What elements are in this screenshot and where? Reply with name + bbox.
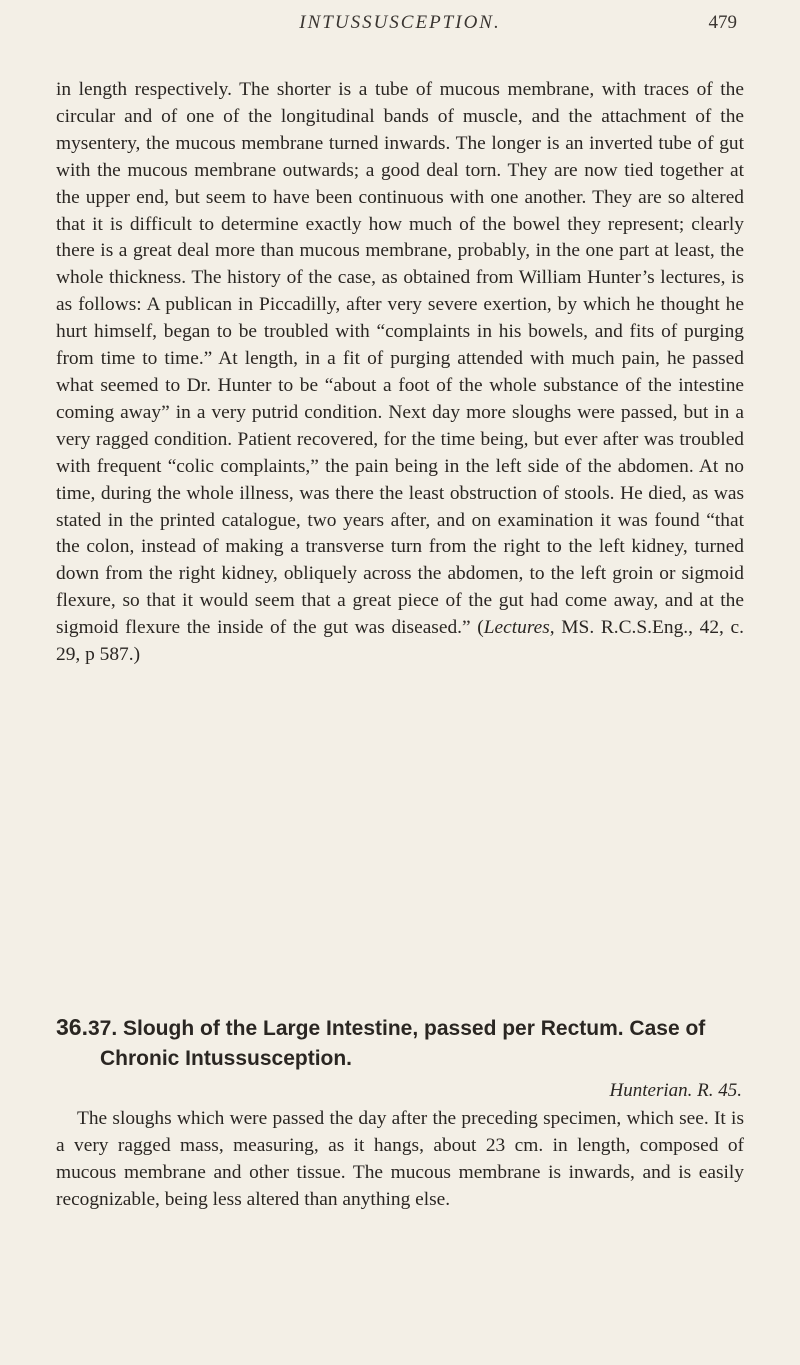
entry-reference bbox=[56, 1077, 746, 1105]
specimen-entry bbox=[56, 1012, 746, 1213]
entry-description: The sloughs which were passed the day after the preceding specimen, which see. It is a very ragged mass, measuring, as it hangs, about 23 cm. in length, composed of mucous membrane and other tissue. The mucous membrane is inwards, and is easily recognizable, being less altered than anything else. bbox=[56, 1108, 744, 1210]
collection-name: Hunterian. bbox=[609, 1080, 693, 1101]
reference-code: R. 45. bbox=[697, 1080, 742, 1101]
paragraph-text: in length respectively. The shorter is a tube of mucous membrane, with traces of the circular and of one of the longitudinal bands of muscle, and the attachment of the mysentery, the mucous membrane turned inwards. The longer is an inverted tube of gut with the mucous membrane outwards; a good deal torn. They are now tied together at the upper end, but seem to have been continuous with one another. They are so altered that it is difficult to determine exactly how much of the bowel they represent; clearly there is a great deal more than mucous membrane, probably, in the one part at least, the whole thickness. The history of the case, as obtained from William Hunter’s lectures, is as follows: A publican in Piccadilly, after very severe exertion, by which he thought he hurt himself, began to be troubled with “complaints in his bowels, and fits of purging from time to time.” At length, in a fit of purging attended with much pain, he passed what seemed to Dr. Hunter to be “about a foot of the whole substance of the intestine coming away” in a very putrid condition. Next day more sloughs were passed, but in a very ragged condition. Patient recovered, for the time being, but ever after was troubled with frequent “colic complaints,” the pain being in the left side of the abdomen. At no time, during the whole illness, was there the least obstruction of stools. He died, as was stated in the printed catalogue, two years after, and on examination it was found “that the colon, instead of making a transverse turn from the right to the left kidney, turned down from the right kidney, obliquely across the abdomen, to the left groin or sigmoid flexure, so that it would seem that a great piece of the gut had come away, and at the sigmoid flexure the inside of the gut was diseased.” ( bbox=[56, 79, 744, 639]
paragraph-continued bbox=[56, 77, 744, 669]
citation-details: , MS. R.C.S.Eng., 42, c. 29, p 587.) bbox=[56, 617, 744, 666]
entry-heading bbox=[56, 1012, 746, 1074]
running-head bbox=[0, 8, 800, 38]
running-title: INTUSSUSCEPTION. bbox=[299, 12, 501, 33]
entry-title: 37. Slough of the Large Intestine, passed per Rectum. Case of Chronic Intussusception. bbox=[87, 1017, 706, 1070]
page-number: 479 bbox=[708, 12, 737, 33]
citation-title: Lectures bbox=[483, 617, 550, 639]
entry-number: 36. bbox=[56, 1014, 88, 1040]
